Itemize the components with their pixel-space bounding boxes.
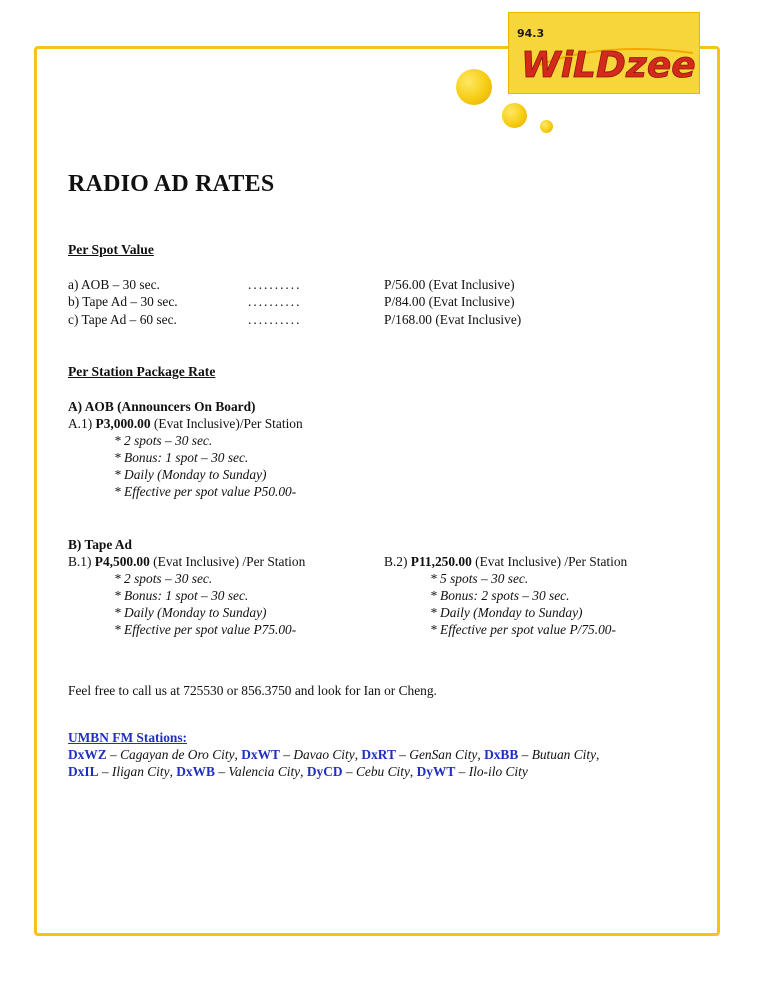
station-city: Davao City: [293, 747, 355, 762]
b1-bullet: * Effective per spot value P75.00-: [114, 622, 297, 637]
station-city: GenSan City: [409, 747, 478, 762]
aob-heading: A) AOB (Announcers On Board): [68, 399, 256, 414]
aob-offer: [68, 415, 303, 432]
rate-value: P/168.00 (Evat Inclusive): [384, 312, 522, 327]
decorative-dot-small: [540, 120, 553, 133]
b2-bullet: * Effective per spot value P/75.00-: [430, 622, 616, 637]
aob-bullet: * Effective per spot value P50.00-: [114, 484, 297, 499]
stations-heading-link[interactable]: UMBN FM Stations:: [68, 730, 188, 745]
station-code: DxWB: [176, 764, 215, 779]
station-code: DyWT: [416, 764, 456, 779]
b1-bullet: * 2 spots – 30 sec.: [114, 571, 213, 586]
rate-label: c) Tape Ad – 60 sec.: [68, 312, 177, 327]
page-title: RADIO AD RATES: [68, 171, 275, 197]
contact-text: Feel free to call us at 725530 or 856.3750 and look for Ian or Cheng.: [68, 683, 437, 698]
station-code: DxBB: [484, 747, 519, 762]
station-city: Butuan City: [531, 747, 597, 762]
offer-price: P3,000.00: [95, 416, 151, 431]
rate-row: [68, 276, 688, 293]
aob-bullet: * 2 spots – 30 sec.: [114, 433, 213, 448]
station-city: Cagayan de Oro City: [120, 747, 235, 762]
decorative-dot-medium: [502, 103, 527, 128]
rate-label: b) Tape Ad – 30 sec.: [68, 294, 178, 309]
logo-brand: WiLDzee: [521, 45, 696, 86]
offer-price: P4,500.00: [94, 554, 150, 569]
station-code: DxIL: [68, 764, 99, 779]
tape-offer-b2: [384, 553, 627, 570]
offer-prefix: B.2): [384, 554, 411, 569]
station-code: DxWT: [241, 747, 280, 762]
rate-leader: ..........: [248, 312, 302, 327]
logo-frequency: 94.3: [517, 27, 545, 40]
rate-row: [68, 293, 688, 310]
offer-suffix: (Evat Inclusive)/Per Station: [150, 416, 303, 431]
station-city: Valencia City: [228, 764, 301, 779]
station-city: Iligan City: [111, 764, 170, 779]
aob-bullet: * Bonus: 1 spot – 30 sec.: [114, 450, 249, 465]
offer-prefix: B.1): [68, 554, 95, 569]
package-heading: Per Station Package Rate: [68, 364, 216, 379]
rate-label: a) AOB – 30 sec.: [68, 277, 160, 292]
offer-suffix: (Evat Inclusive) /Per Station: [471, 554, 628, 569]
station-logo: [508, 12, 700, 94]
rate-leader: ..........: [248, 277, 302, 292]
b1-bullet: * Bonus: 1 spot – 30 sec.: [114, 588, 249, 603]
aob-bullet: * Daily (Monday to Sunday): [114, 467, 267, 482]
tape-offer-b1: [68, 553, 305, 570]
b1-bullet: * Daily (Monday to Sunday): [114, 605, 267, 620]
offer-suffix: (Evat Inclusive) /Per Station: [149, 554, 306, 569]
station-code: DxWZ: [68, 747, 107, 762]
offer-prefix: A.1): [68, 416, 96, 431]
station-city: Cebu City: [355, 764, 410, 779]
station-code: DxRT: [361, 747, 396, 762]
station-city: Ilo-ilo City: [468, 764, 528, 779]
rate-leader: ..........: [248, 294, 302, 309]
b2-bullet: * Daily (Monday to Sunday): [430, 605, 583, 620]
rate-value: P/56.00 (Evat Inclusive): [384, 277, 515, 292]
rate-row: [68, 311, 688, 328]
offer-price: P11,250.00: [410, 554, 472, 569]
station-list: DxWZ – Cagayan de Oro City, DxWT – Davao City, DxRT – GenSan City, DxBB – Butuan City, DxIL – Iligan City, DxWB – Valencia City, DyCD – Cebu City, DyWT – Ilo-ilo City: [68, 747, 600, 779]
per-spot-heading: Per Spot Value: [68, 242, 154, 257]
b2-bullet: * Bonus: 2 spots – 30 sec.: [430, 588, 570, 603]
station-code: DyCD: [306, 764, 343, 779]
b2-bullet: * 5 spots – 30 sec.: [430, 571, 529, 586]
tape-heading: B) Tape Ad: [68, 537, 133, 552]
rate-value: P/84.00 (Evat Inclusive): [384, 294, 515, 309]
decorative-dot-large: [456, 69, 492, 105]
